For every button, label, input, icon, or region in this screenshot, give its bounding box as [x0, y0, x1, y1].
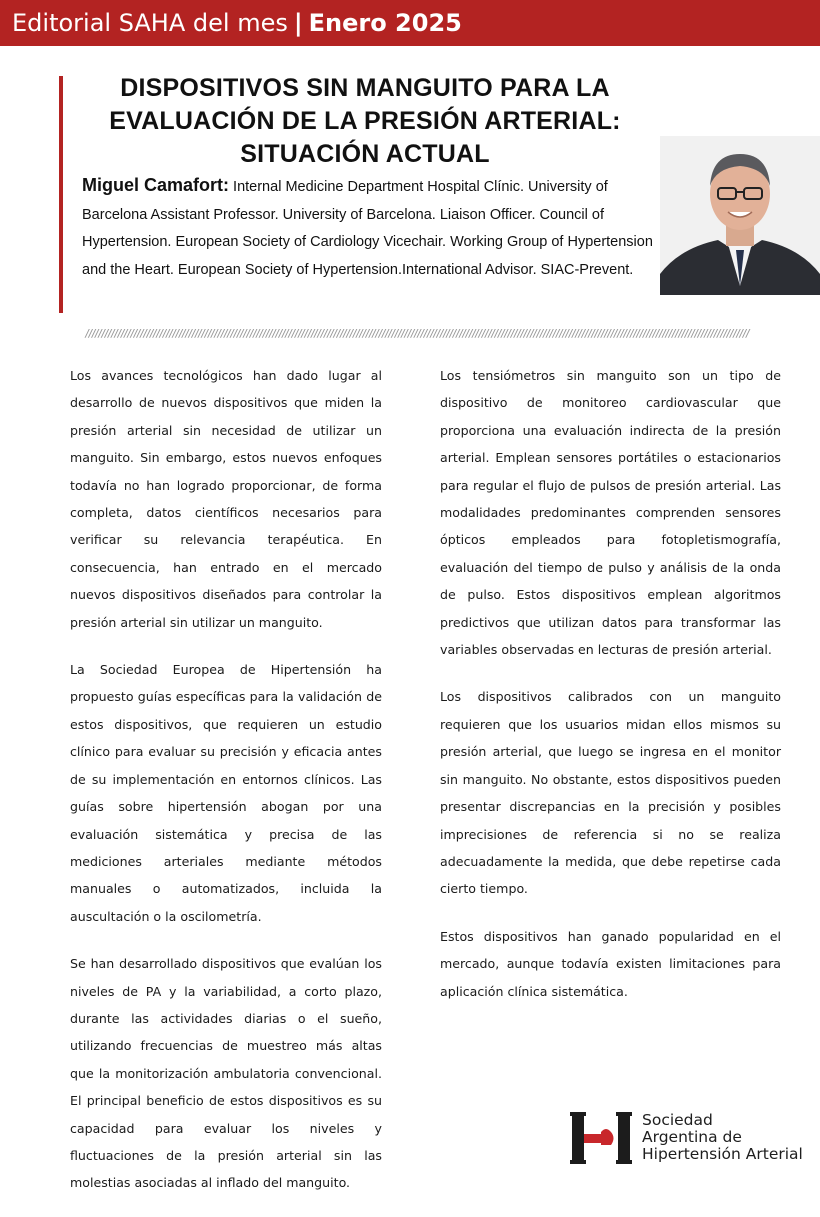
banner-editorial-label: Editorial SAHA del mes	[12, 9, 288, 37]
title-accent-bar	[59, 76, 63, 313]
logo-text	[642, 1112, 803, 1163]
author-bio: Internal Medicine Department Hospital Clínic. University of Barcelona Assistant Professor. University of Barcelona. Liaison Officer. Council of Hypertension. European Society of Cardiology Vicechair. Working Group of Hypertension and the Heart. European Society of Hypertension.International Advisor. SIAC-Prevent.	[82, 179, 653, 278]
saha-h-logo-icon	[570, 1112, 634, 1164]
right-column	[440, 362, 781, 1025]
author-portrait-icon	[660, 136, 820, 295]
author-name: Miguel Camafort:	[82, 175, 230, 195]
paragraph: Los tensiómetros sin manguito son un tipo de dispositivo de monitoreo cardiovascular que proporciona una evaluación indirecta de la presión arterial. Emplean sensores portátiles o estacionarios para regular el flujo de pulsos de presión arterial. Las modalidades predominantes comprenden sensores ópticos empleados para fotopletismografía, evaluación del tiempo de pulso y análisis de la onda de pulso. Estos dispositivos emplean algoritmos predictivos que utilizan datos para transformar las variables observadas en lecturas de presión arterial.	[440, 368, 781, 658]
logo-line-2: Argentina de	[642, 1128, 742, 1146]
section-divider: //////////////////////////////////////////////////////////////////////////////////////////////////////////////////////////////////////////////////////////////////////////////////////////////////////////////	[84, 327, 748, 340]
logo-line-3: Hipertensión Arterial	[642, 1145, 803, 1163]
paragraph: Estos dispositivos han ganado popularidad en el mercado, aunque todavía existen limitaciones para aplicación clínica sistemática.	[440, 928, 781, 999]
header-banner	[0, 0, 820, 46]
author-photo	[660, 136, 820, 295]
paragraph: Se han desarrollado dispositivos que evalúan los niveles de PA y la variabilidad, a corto plazo, durante las actividades diarias o el sueño, utilizando frecuencias de muestreo más altas que la monitorización ambulatoria convencional. El principal beneficio de estos dispositivos es su capacidad para evaluar los niveles y fluctuaciones de la presión arterial sin las molestias asociadas al inflado del manguito.	[70, 956, 382, 1191]
saha-logo	[570, 1108, 820, 1168]
author-block	[82, 172, 654, 284]
banner-month: Enero 2025	[308, 9, 462, 37]
logo-line-1: Sociedad	[642, 1111, 713, 1129]
article-title: DISPOSITIVOS SIN MANGUITO PARA LA EVALUACIÓN DE LA PRESIÓN ARTERIAL: SITUACIÓN ACTUAL	[109, 74, 621, 168]
banner-separator: |	[293, 9, 303, 37]
left-column	[70, 362, 382, 1217]
paragraph: La Sociedad Europea de Hipertensión ha propuesto guías específicas para la validación de estos dispositivos, que requieren un estudio clínico para evaluar su precisión y eficacia antes de su implementación en entornos clínicos. Las guías sobre hipertensión abogan por una evaluación sistemática y precisa de las mediciones arteriales mediante métodos manuales o automatizados, incluida la auscultación o la oscilometría.	[70, 662, 382, 924]
paragraph: Los avances tecnológicos han dado lugar al desarrollo de nuevos dispositivos que miden la presión arterial sin necesidad de utilizar un manguito. Sin embargo, estos nuevos enfoques todavía no han logrado proporcionar, de forma completa, datos científicos necesarios para verificar su relevancia terapéutica. En consecuencia, han entrado en el mercado nuevos dispositivos diseñados para controlar la presión arterial sin utilizar un manguito.	[70, 368, 382, 630]
paragraph: Los dispositivos calibrados con un manguito requieren que los usuarios midan ellos mismos su presión arterial, que luego se ingresa en el monitor sin manguito. No obstante, estos dispositivos pueden presentar discrepancias en la precisión y posibles imprecisiones de referencia si no se realiza adecuadamente la medida, que debe repetirse cada cierto tiempo.	[440, 689, 781, 897]
